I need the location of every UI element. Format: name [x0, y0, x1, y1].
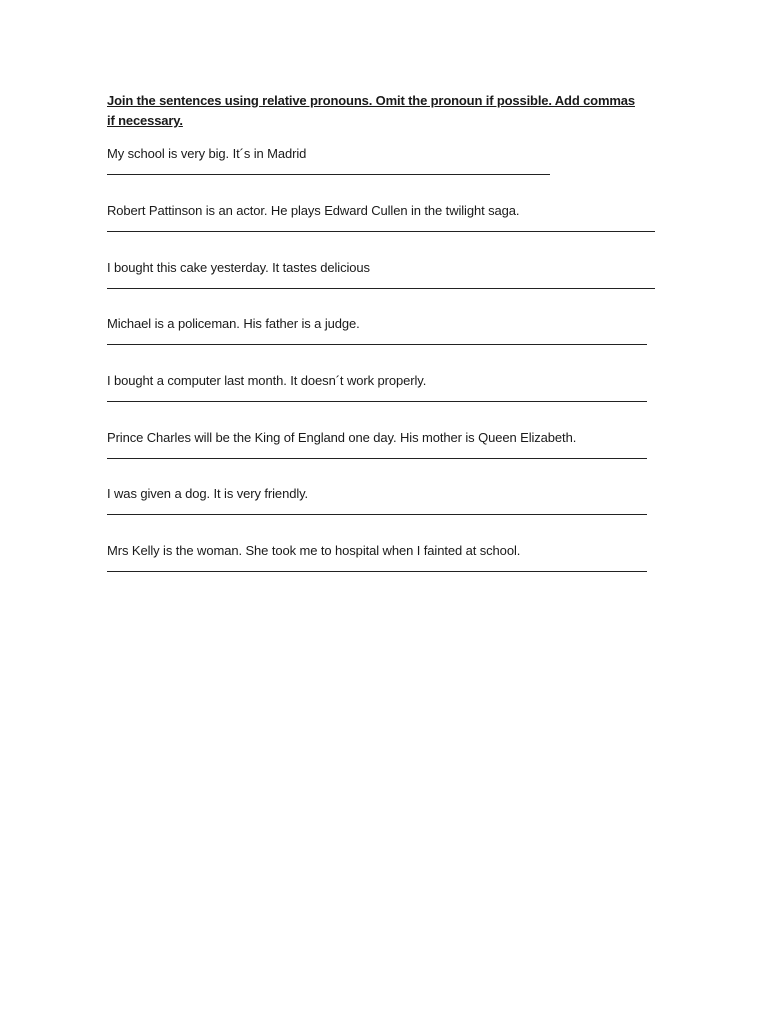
exercise-item — [107, 543, 520, 559]
exercise-sentence: Prince Charles will be the King of England one day. His mother is Queen Elizabeth. — [107, 430, 577, 445]
answer-line — [107, 458, 647, 459]
answer-line — [107, 401, 647, 402]
exercise-sentence: I bought a computer last month. It doesn´t work properly. — [107, 373, 427, 388]
exercise-sentence: My school is very big. It´s in Madrid — [107, 146, 307, 161]
exercise-sentence: I bought this cake yesterday. It tastes delicious — [107, 260, 370, 275]
answer-line — [107, 288, 655, 289]
exercise-sentence: Mrs Kelly is the woman. She took me to hospital when I fainted at school. — [107, 543, 521, 558]
exercise-item — [107, 486, 308, 502]
exercise-item — [107, 316, 360, 332]
answer-line — [107, 231, 655, 232]
answer-line — [107, 344, 647, 345]
exercise-item — [107, 203, 519, 219]
exercise-sentence: Robert Pattinson is an actor. He plays Edward Cullen in the twilight saga. — [107, 203, 520, 218]
exercise-item — [107, 373, 426, 389]
exercise-sentence: I was given a dog. It is very friendly. — [107, 486, 309, 501]
exercise-sentence: Michael is a policeman. His father is a judge. — [107, 316, 360, 331]
answer-line — [107, 571, 647, 572]
exercise-item — [107, 260, 370, 276]
exercise-item — [107, 430, 576, 446]
exercise-item — [107, 146, 306, 162]
answer-line — [107, 174, 550, 175]
instructions-heading: Join the sentences using relative pronouns. Omit the pronoun if possible. Add commas if necessary. — [107, 93, 635, 128]
answer-line — [107, 514, 647, 515]
